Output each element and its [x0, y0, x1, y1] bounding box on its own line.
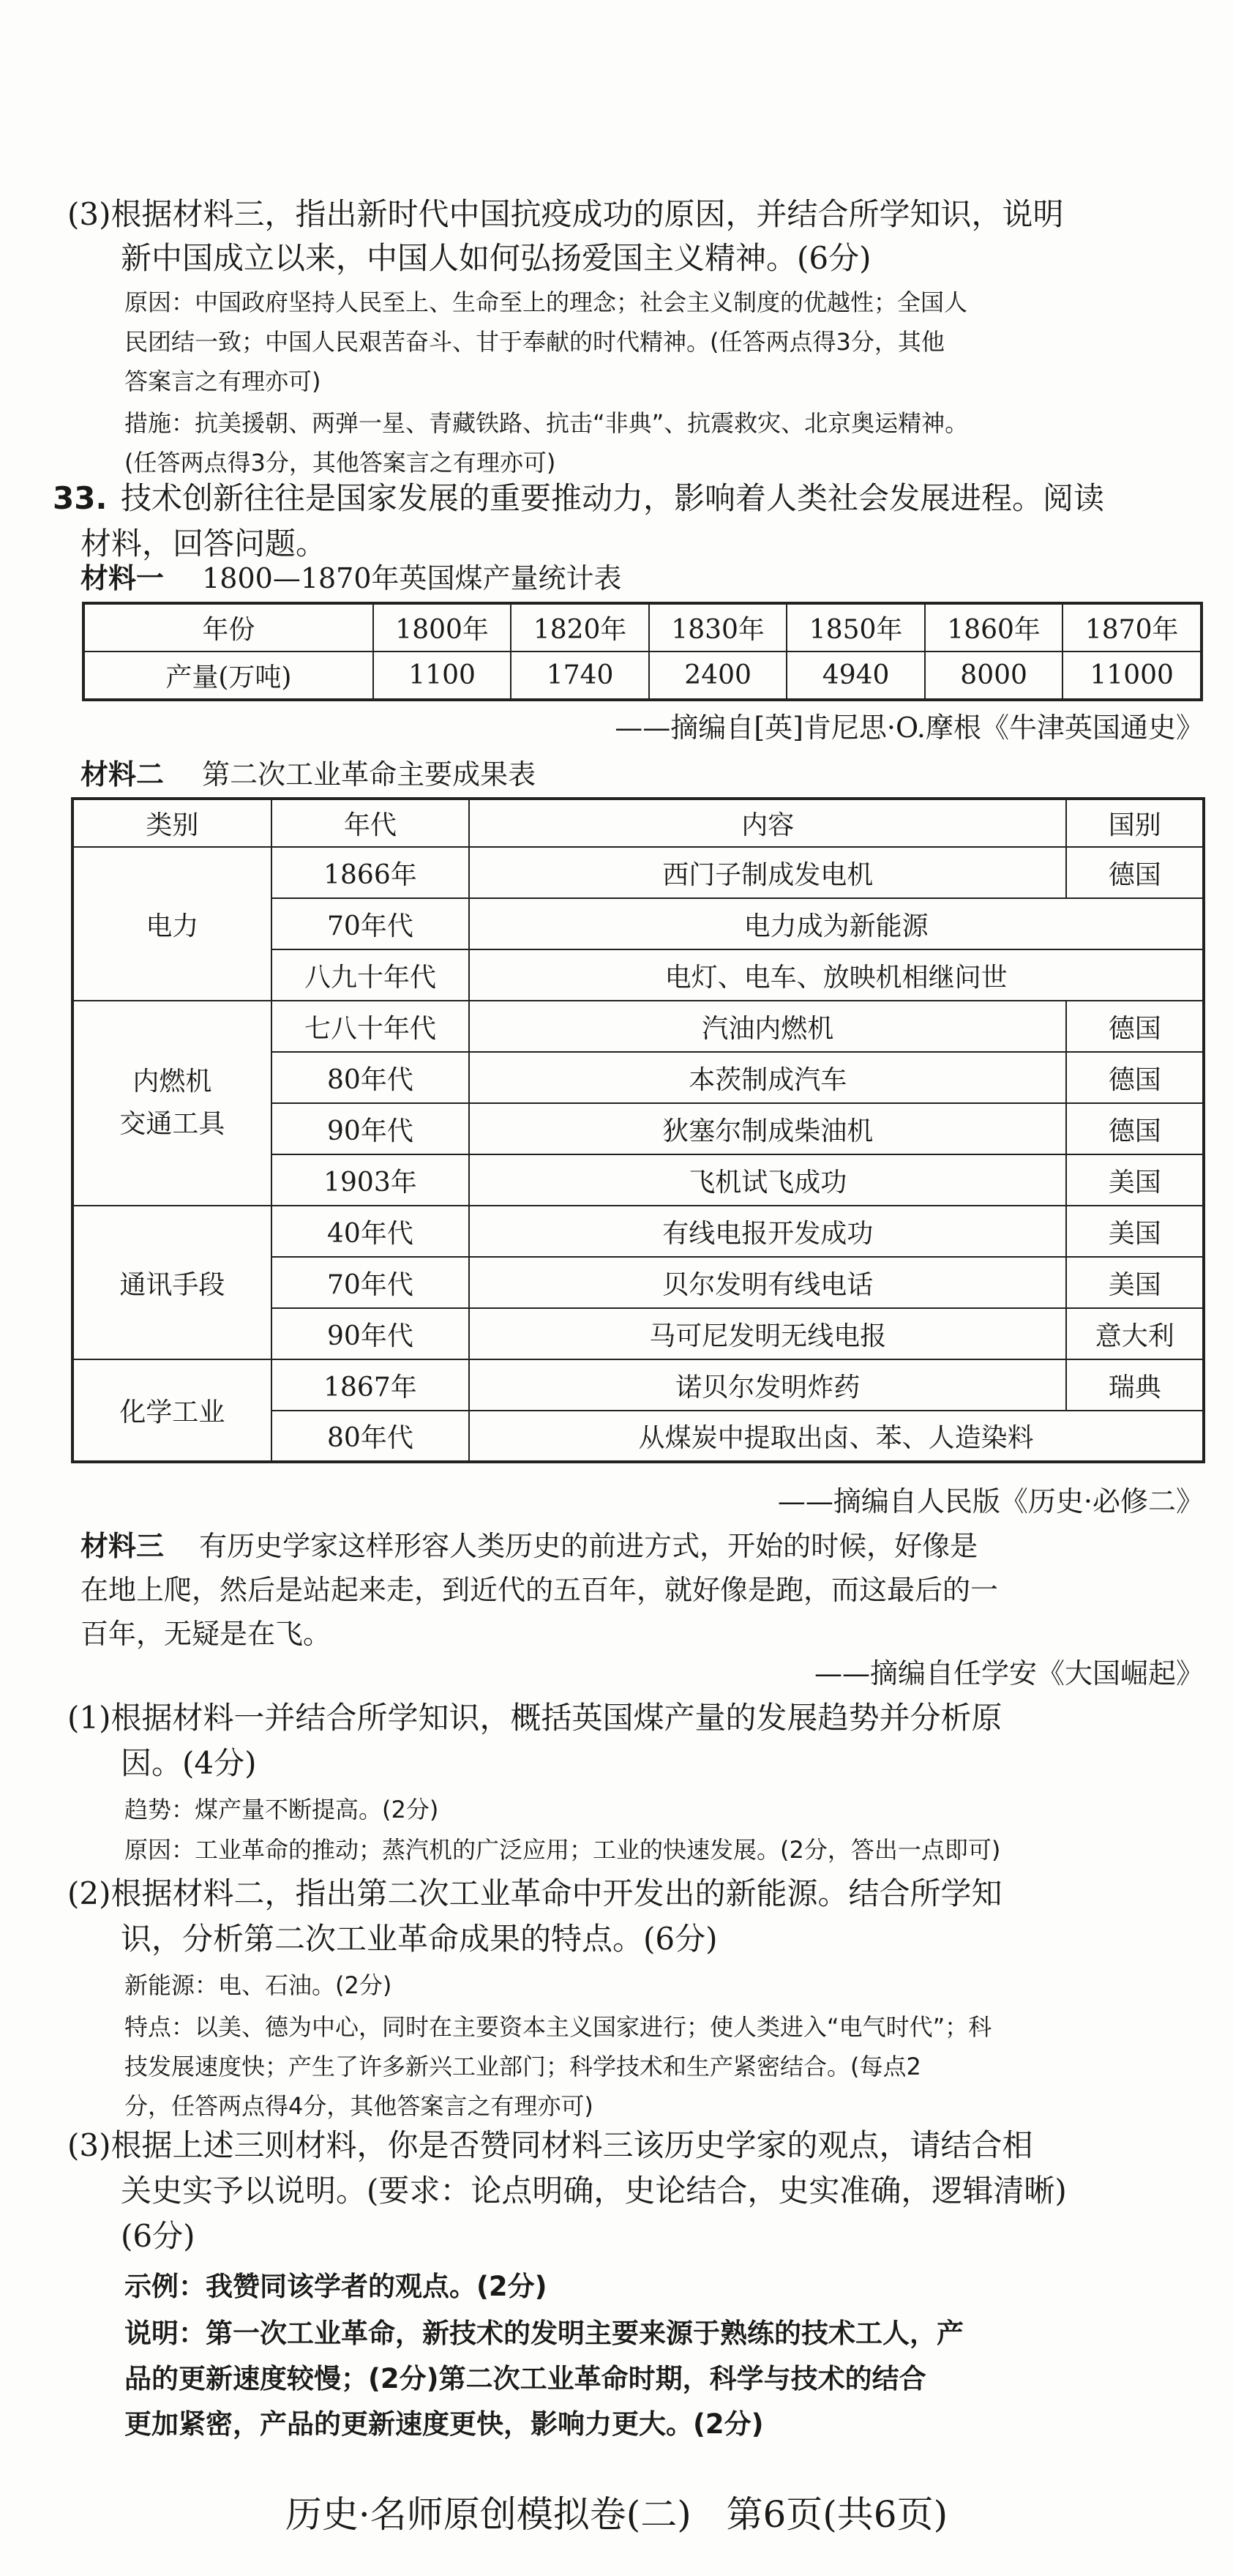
q33-3-answer-line1: 示例：我赞同该学者的观点。(2分) [124, 2271, 547, 2302]
category-ice-line2: 交通工具 [119, 1109, 225, 1139]
era-cell: 70年代 [271, 898, 470, 949]
country-cell: 德国 [1066, 1001, 1204, 1052]
content-cell: 有线电报开发成功 [469, 1206, 1066, 1257]
material2-source: ——摘编自人民版《历史·必修二》 [777, 1485, 1204, 1517]
q32-3-question-line1: (3)根据材料三，指出新时代中国抗疫成功的原因，并结合所学知识，说明 [67, 196, 1064, 232]
q33-stem-line1: 技术创新往往是国家发展的重要推动力，影响着人类社会发展进程。阅读 [121, 480, 1105, 516]
q33-number: 33. [53, 480, 108, 516]
material3-text-line1: 有历史学家这样形容人类历史的前进方式，开始的时候，好像是 [199, 1530, 978, 1562]
q33-3-answer-line2: 说明：第一次工业革命，新技术的发明主要来源于熟练的技术工人，产 [124, 2318, 964, 2349]
material3-text-line3: 百年，无疑是在飞。 [80, 1618, 331, 1650]
era-cell: 80年代 [271, 1052, 470, 1103]
table-row [83, 652, 1202, 700]
country-cell: 美国 [1066, 1206, 1204, 1257]
era-cell: 1867年 [271, 1359, 470, 1411]
header-era: 年代 [271, 799, 470, 847]
second-industrial-revolution-table [71, 797, 1205, 1463]
era-cell: 八九十年代 [271, 949, 470, 1001]
year-cell: 1860年 [925, 603, 1063, 652]
material3-line1 [80, 1524, 1207, 1568]
category-electric: 电力 [72, 847, 271, 1001]
content-cell: 本茨制成汽车 [469, 1052, 1066, 1103]
q32-3-answer-reason-line3: 答案言之有理亦可) [124, 367, 321, 395]
material2-title: 第二次工业革命主要成果表 [202, 758, 536, 791]
country-cell: 瑞典 [1066, 1359, 1204, 1411]
era-cell: 70年代 [271, 1257, 470, 1308]
output-cell: 1740 [511, 652, 649, 700]
output-cell: 8000 [925, 652, 1063, 700]
page-footer: 历史·名师原创模拟卷(二) 第6页(共6页) [285, 2493, 948, 2536]
content-cell: 飞机试飞成功 [469, 1154, 1066, 1206]
content-cell: 汽油内燃机 [469, 1001, 1066, 1052]
q33-3-question-line1: (3)根据上述三则材料，你是否赞同材料三该历史学家的观点，请结合相 [67, 2127, 1033, 2163]
country-cell: 意大利 [1066, 1308, 1204, 1359]
q33-2-answer-line4: 分，任答两点得4分，其他答案言之有理亦可) [124, 2092, 593, 2120]
output-row-label: 产量(万吨) [83, 652, 373, 700]
era-cell: 1903年 [271, 1154, 470, 1206]
content-cell: 电灯、电车、放映机相继问世 [469, 949, 1204, 1001]
material1-title: 1800—1870年英国煤产量统计表 [202, 562, 622, 594]
category-chemical: 化学工业 [72, 1359, 271, 1462]
material1-heading [80, 556, 1178, 600]
content-cell: 狄塞尔制成柴油机 [469, 1103, 1066, 1154]
table-row [72, 1206, 1204, 1257]
era-cell: 90年代 [271, 1308, 470, 1359]
table-row [83, 603, 1202, 652]
q33-1-answer-line1: 趋势：煤产量不断提高。(2分) [124, 1796, 439, 1823]
q33-3-answer-line4: 更加紧密，产品的更新速度更快，影响力更大。(2分) [124, 2408, 764, 2440]
year-row-label: 年份 [83, 603, 373, 652]
q33-3-question-line2: 关史实予以说明。(要求：论点明确，史论结合，史实准确，逻辑清晰) [121, 2173, 1067, 2209]
content-cell: 电力成为新能源 [469, 898, 1204, 949]
material1-source: ——摘编自[英]肯尼思·O.摩根《牛津英国通史》 [615, 712, 1204, 744]
material1-label: 材料一 [80, 562, 165, 594]
category-communication: 通讯手段 [72, 1206, 271, 1359]
table-row [72, 1001, 1204, 1052]
output-cell: 11000 [1063, 652, 1202, 700]
material2-label: 材料二 [80, 758, 165, 791]
q33-1-question-line1: (1)根据材料一并结合所学知识，概括英国煤产量的发展趋势并分析原 [67, 1700, 1002, 1736]
category-internal-combustion [72, 1001, 271, 1206]
q32-3-answer-reason-line2: 民团结一致；中国人民艰苦奋斗、甘于奉献的时代精神。(任答两点得3分，其他 [124, 328, 945, 356]
year-cell: 1800年 [373, 603, 511, 652]
material2-heading [80, 753, 1178, 796]
content-cell: 西门子制成发电机 [469, 847, 1066, 898]
q32-3-answer-measure-line2: (任答两点得3分，其他答案言之有理亦可) [124, 449, 556, 477]
country-cell: 美国 [1066, 1154, 1204, 1206]
q32-3-answer-reason-line1: 原因：中国政府坚持人民至上、生命至上的理念；社会主义制度的优越性；全国人 [124, 288, 968, 316]
q33-2-answer-line1: 新能源：电、石油。(2分) [124, 1971, 392, 1999]
year-cell: 1870年 [1063, 603, 1202, 652]
table-row [72, 1359, 1204, 1411]
content-cell: 贝尔发明有线电话 [469, 1257, 1066, 1308]
table-row [72, 847, 1204, 898]
q33-3-question-line3: (6分) [121, 2218, 195, 2254]
content-cell: 从煤炭中提取出卤、苯、人造染料 [469, 1411, 1204, 1462]
q32-3-answer-measure-line1: 措施：抗美援朝、两弹一星、青藏铁路、抗击“非典”、抗震救灾、北京奥运精神。 [124, 409, 969, 437]
q33-2-answer-line3: 技发展速度快；产生了许多新兴工业部门；科学技术和生产紧密结合。(每点2 [124, 2053, 921, 2080]
output-cell: 1100 [373, 652, 511, 700]
category-ice-line1: 内燃机 [132, 1067, 212, 1097]
year-cell: 1850年 [787, 603, 925, 652]
output-cell: 2400 [649, 652, 787, 700]
q33-3-answer-line3: 品的更新速度较慢；(2分)第二次工业革命时期，科学与技术的结合 [124, 2363, 926, 2394]
year-cell: 1820年 [511, 603, 649, 652]
output-cell: 4940 [787, 652, 925, 700]
era-cell: 七八十年代 [271, 1001, 470, 1052]
country-cell: 德国 [1066, 1103, 1204, 1154]
q33-2-question-line2: 识，分析第二次工业革命成果的特点。(6分) [121, 1921, 718, 1957]
q33-2-question-line1: (2)根据材料二，指出第二次工业革命中开发出的新能源。结合所学知 [67, 1875, 1002, 1911]
q33-1-answer-line2: 原因：工业革命的推动；蒸汽机的广泛应用；工业的快速发展。(2分，答出一点即可) [124, 1836, 1001, 1864]
q32-3-question-line2: 新中国成立以来，中国人如何弘扬爱国主义精神。(6分) [121, 240, 872, 276]
country-cell: 德国 [1066, 1052, 1204, 1103]
header-country: 国别 [1066, 799, 1204, 847]
country-cell: 德国 [1066, 847, 1204, 898]
material3-label: 材料三 [80, 1530, 165, 1562]
header-content: 内容 [469, 799, 1066, 847]
q33-stem-line2: 材料，回答问题。 [80, 526, 327, 561]
country-cell: 美国 [1066, 1257, 1204, 1308]
coal-output-table [82, 602, 1203, 701]
table-header-row [72, 799, 1204, 847]
material3-source: ——摘编自任学安《大国崛起》 [814, 1657, 1204, 1690]
header-category: 类别 [72, 799, 271, 847]
era-cell: 80年代 [271, 1411, 470, 1462]
content-cell: 诺贝尔发明炸药 [469, 1359, 1066, 1411]
q33-1-question-line2: 因。(4分) [121, 1745, 257, 1781]
material3-text-line2: 在地上爬，然后是站起来走，到近代的五百年，就好像是跑，而这最后的一 [80, 1574, 999, 1606]
era-cell: 1866年 [271, 847, 470, 898]
era-cell: 90年代 [271, 1103, 470, 1154]
era-cell: 40年代 [271, 1206, 470, 1257]
q33-2-answer-line2: 特点：以美、德为中心，同时在主要资本主义国家进行；使人类进入“电气时代”；科 [124, 2013, 992, 2041]
year-cell: 1830年 [649, 603, 787, 652]
content-cell: 马可尼发明无线电报 [469, 1308, 1066, 1359]
